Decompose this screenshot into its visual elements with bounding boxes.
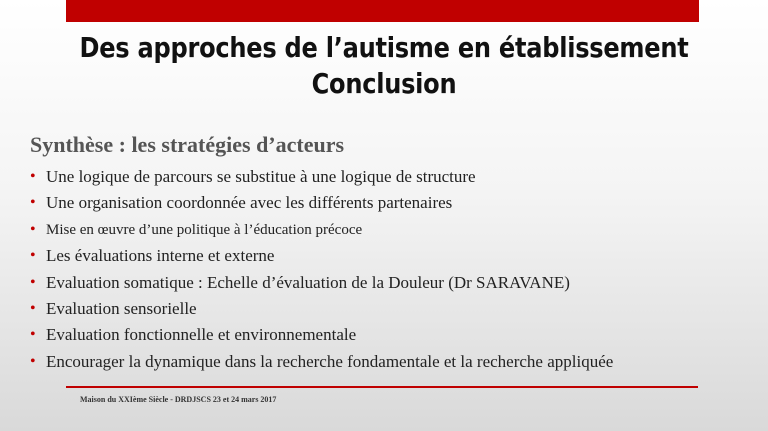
bullet-icon: • [30,352,36,370]
bullet-text: Les évaluations interne et externe [46,246,275,266]
bullet-item [30,296,750,322]
bullet-icon: • [30,300,36,318]
bullet-item [30,190,750,216]
footer-text: Maison du XXIème Siècle - DRDJSCS 23 et 24 mars 2017 [80,395,277,404]
bullet-text: Une organisation coordonnée avec les différents partenaires [46,193,453,213]
bullet-icon: • [30,326,36,344]
bullet-icon: • [30,168,36,185]
bullet-text: Encourager la dynamique dans la recherche fondamentale et la recherche appliquée [46,351,614,371]
bullet-icon: • [30,194,36,212]
top-accent-bar [66,0,699,22]
bullet-item [30,322,750,348]
bullet-text: Evaluation somatique : Echelle d’évaluation de la Douleur (Dr SARAVANE) [46,272,570,292]
bullet-item [30,217,750,243]
bullet-item [30,243,750,269]
bullet-text: Evaluation fonctionnelle et environnementale [46,325,357,345]
bullet-text: Une logique de parcours se substitue à une logique de structure [46,167,476,186]
title-line-1: Des approches de l’autisme en établissement [79,31,689,64]
bullet-icon: • [30,247,36,265]
bullet-text: Mise en œuvre d’une politique à l’éducation précoce [46,221,363,238]
bullet-icon: • [30,220,36,238]
bullet-item [30,270,750,296]
slide-title [54,30,714,102]
slide-subtitle: Synthèse : les stratégies d’acteurs [30,132,345,157]
bullet-text: Evaluation sensorielle [46,299,197,319]
bullet-list [30,164,750,375]
bullet-icon: • [30,273,36,291]
title-line-2: Conclusion [311,67,457,100]
bullet-item [30,164,750,190]
footer-divider [66,386,698,388]
bullet-item [30,349,750,375]
